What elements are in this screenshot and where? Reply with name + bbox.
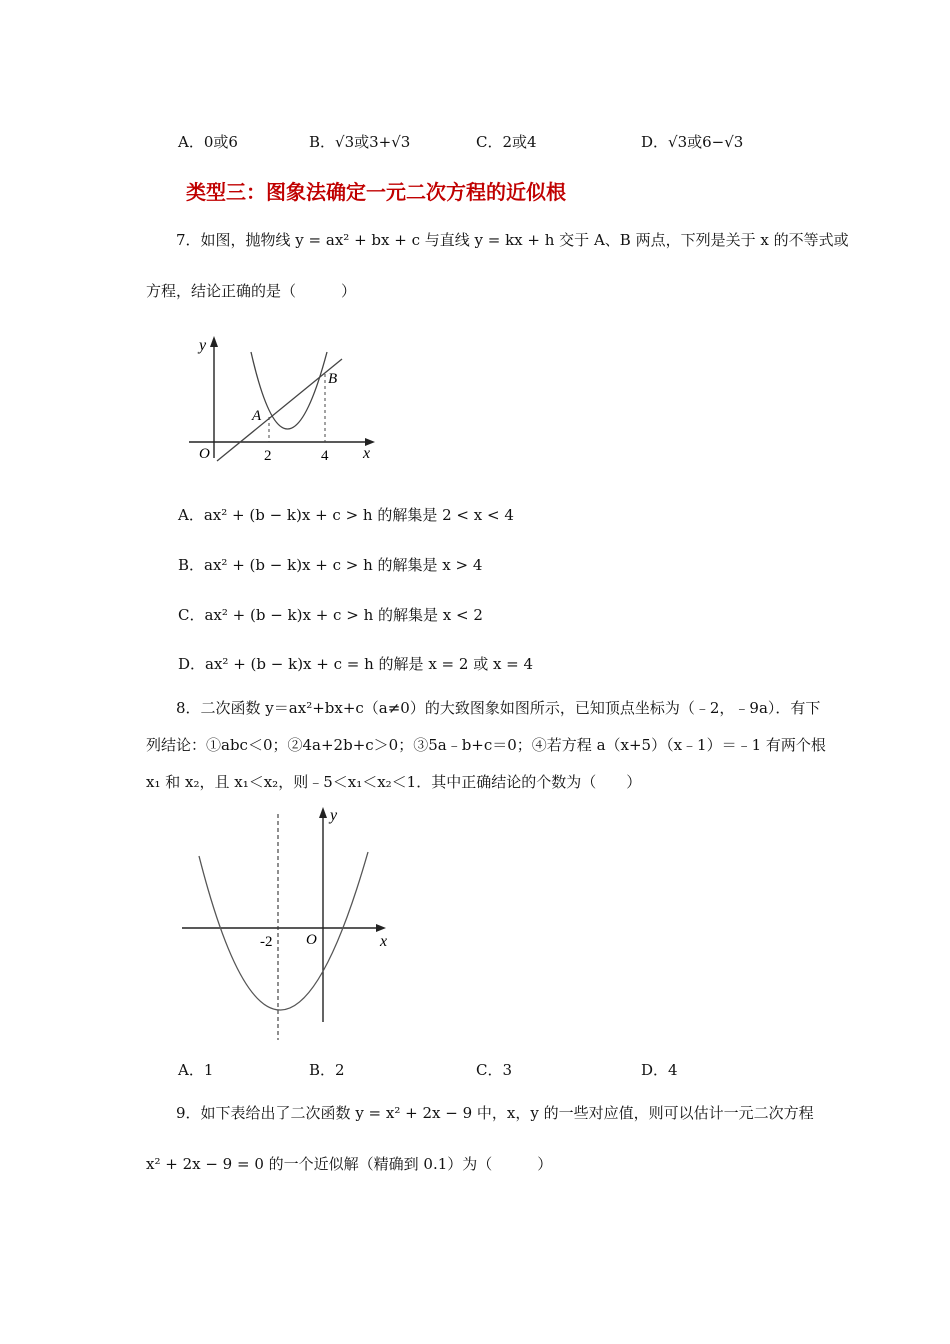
q8-text-line2: 列结论：①abc＜0；②4a+2b+c＞0；③5a﹣b+c＝0；④若方程 a（x+5）（x﹣1）＝﹣1 有两个根 — [146, 736, 826, 754]
q8-y-label: y — [330, 807, 338, 824]
q9-text-line2: x² + 2x − 9 = 0 的一个近似解（精确到 0.1）为（ ） — [146, 1155, 553, 1173]
q7-x-label: x — [363, 445, 371, 462]
q8-tick-neg2: -2 — [260, 934, 273, 950]
q6-option-a: A．0或6 — [178, 133, 238, 151]
q8-option-c: C．3 — [476, 1061, 513, 1079]
q7-option-c: C．ax² + (b − k)x + c > h 的解集是 x < 2 — [178, 606, 483, 624]
q8-option-a: A．1 — [178, 1061, 214, 1079]
q7-y-label: y — [199, 337, 207, 354]
q8-parabola — [199, 852, 368, 1010]
q8-option-d: D．4 — [641, 1061, 678, 1079]
q7-option-b: B．ax² + (b − k)x + c > h 的解集是 x > 4 — [178, 556, 483, 574]
q8-y-arrow — [319, 807, 327, 818]
q7-y-arrow — [210, 336, 218, 347]
q6-option-d: D．√3或6−√3 — [641, 133, 744, 151]
q8-x-label: x — [380, 933, 388, 950]
q7-point-b: B — [328, 371, 338, 387]
q7-origin-label: O — [199, 446, 210, 462]
q7-option-d: D．ax² + (b − k)x + c = h 的解是 x = 2 或 x = 4 — [178, 655, 534, 673]
q7-figure — [185, 330, 385, 465]
q8-origin-label: O — [306, 932, 317, 948]
q8-text-line3: x₁ 和 x₂，且 x₁＜x₂，则﹣5＜x₁＜x₂＜1．其中正确结论的个数为（ ） — [146, 773, 642, 791]
q6-option-b: B．√3或3+√3 — [309, 133, 411, 151]
q7-tick-2: 2 — [264, 448, 272, 464]
q8-figure — [180, 800, 395, 1045]
q7-point-a: A — [252, 408, 262, 424]
q8-text-line1: 8．二次函数 y＝ax²+bx+c（a≠0）的大致图象如图所示，已知顶点坐标为（﹣2，﹣9a）．有下 — [176, 699, 821, 717]
q8-x-arrow — [376, 924, 386, 932]
q8-option-b: B．2 — [309, 1061, 345, 1079]
q7-parabola — [251, 352, 327, 429]
q7-text-line2: 方程，结论正确的是（ ） — [146, 282, 357, 300]
q7-option-a: A．ax² + (b − k)x + c > h 的解集是 2 < x < 4 — [178, 506, 514, 524]
q7-tick-4: 4 — [321, 448, 329, 464]
q9-text-line1: 9．如下表给出了二次函数 y = x² + 2x − 9 中，x，y 的一些对应值，则可以估计一元二次方程 — [176, 1104, 814, 1122]
q6-option-c: C．2或4 — [476, 133, 537, 151]
q7-text-line1: 7．如图，抛物线 y = ax² + bx + c 与直线 y = kx + h 交于 A、B 两点，下列是关于 x 的不等式或 — [176, 231, 849, 249]
q7-line — [217, 359, 342, 461]
section-title: 类型三：图象法确定一元二次方程的近似根 — [186, 180, 566, 204]
